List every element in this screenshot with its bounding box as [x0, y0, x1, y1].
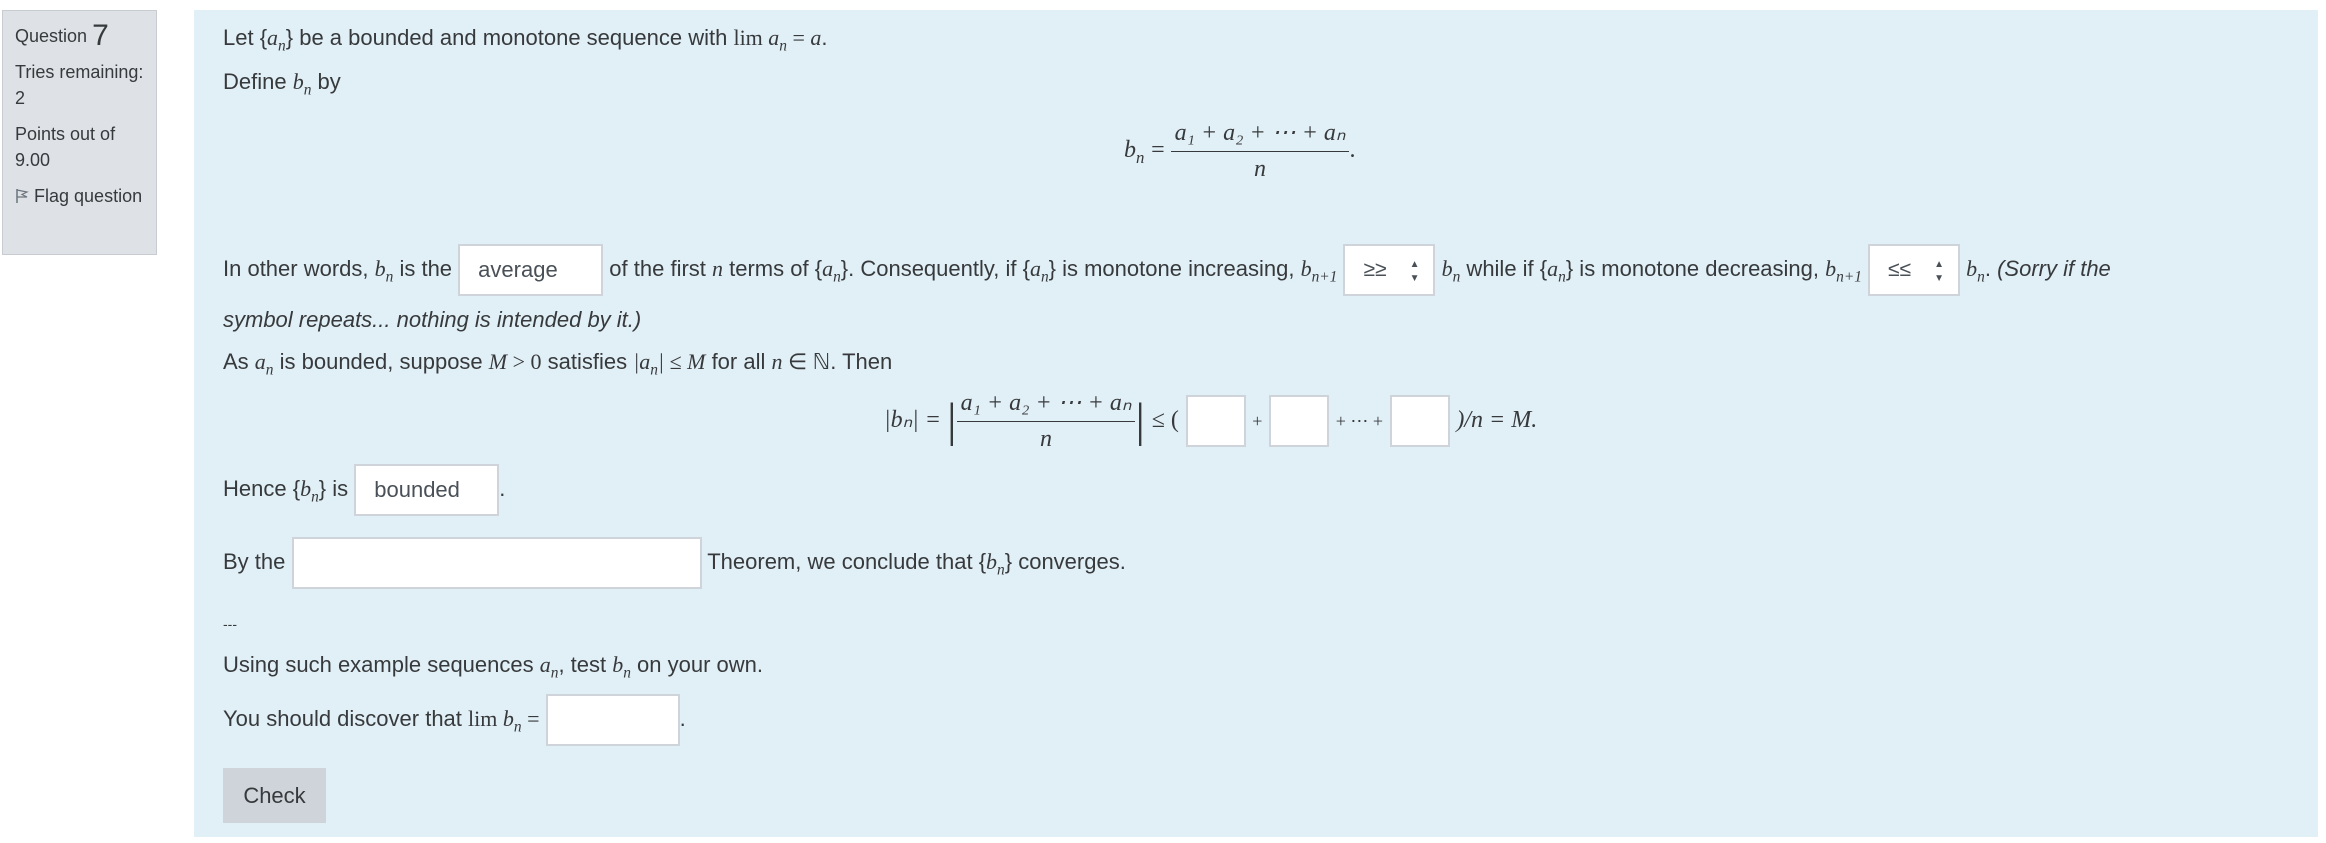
tries-remaining: Tries remaining: 2 [15, 62, 144, 108]
question-info-panel [2, 10, 157, 255]
definition-formula: $b_n$ = $\frac{\text{a₁ + a₂ + ⋯ + aₙ}}{n}$ . [1124, 120, 1356, 182]
bound-term-input-3[interactable] [1390, 395, 1450, 447]
theorem-answer-input[interactable] [292, 537, 702, 589]
dropdown-arrows-icon: ▲ ▼ [1409, 259, 1420, 284]
sorry-note-line: symbol repeats... nothing is intended by it.) [223, 307, 642, 332]
flag-question-link[interactable]: Flag question [15, 183, 156, 209]
separator-dashes: --- [223, 616, 237, 632]
limit-answer-input[interactable] [546, 694, 680, 746]
increasing-relation-select[interactable]: ≥≥ ▲ ▼ [1343, 244, 1435, 296]
hence-line: Hence $\{b_n\}$ is bounded . [223, 464, 505, 516]
define-line: Define $b_n$ by [223, 69, 341, 99]
bounded-assumption-line: As $a_n$ is bounded, suppose M > 0 satisfies $|a_n| \le M$ for all n ∈ ℕ. Then [223, 349, 893, 379]
points-info: Points out of 9.00 [15, 124, 116, 170]
bound-term-input-1[interactable] [1186, 395, 1246, 447]
decreasing-relation-select[interactable]: ≤≤ ▲ ▼ [1868, 244, 1960, 296]
intro-line: Let $\{a_n\}$ be a bounded and monotone sequence with $\lim a_n = a$. [223, 25, 828, 55]
limit-line: You should discover that $\lim b_n$ = . [223, 694, 686, 746]
check-button[interactable]: Check [223, 768, 326, 823]
average-line: In other words, $b_n$ is the average of the first n terms of $\{a_n\}$. Consequently, if $\{a_n\}$ is monotone increasing, $b_{n+1}$ ≥≥ ▲ ▼ $b_n$ while if $\{a_n\}$ is monotone decreasing, $b_{n+1}$ ≤≤ ▲ ▼ $b_n$. (Sorry if the [223, 244, 2111, 296]
flag-icon [15, 186, 34, 206]
bound-term-input-2[interactable] [1269, 395, 1329, 447]
theorem-line: By the Theorem, we conclude that $\{b_n\}$ converges. [223, 537, 1126, 589]
question-number: Question 7 [15, 19, 109, 52]
example-line: Using such example sequences $a_n$, test $b_n$ on your own. [223, 652, 764, 682]
bound-formula: |bₙ| = | $\frac{\text{a₁ + a₂ + ⋯ + aₙ}}{n}$ | ≤ ( + + ⋯ + )/n = M. [884, 390, 1538, 452]
dropdown-arrows-icon: ▲ ▼ [1934, 259, 1945, 284]
question-content [194, 10, 2318, 837]
bounded-answer-input[interactable]: bounded [354, 464, 499, 516]
average-answer-input[interactable]: average [458, 244, 603, 296]
